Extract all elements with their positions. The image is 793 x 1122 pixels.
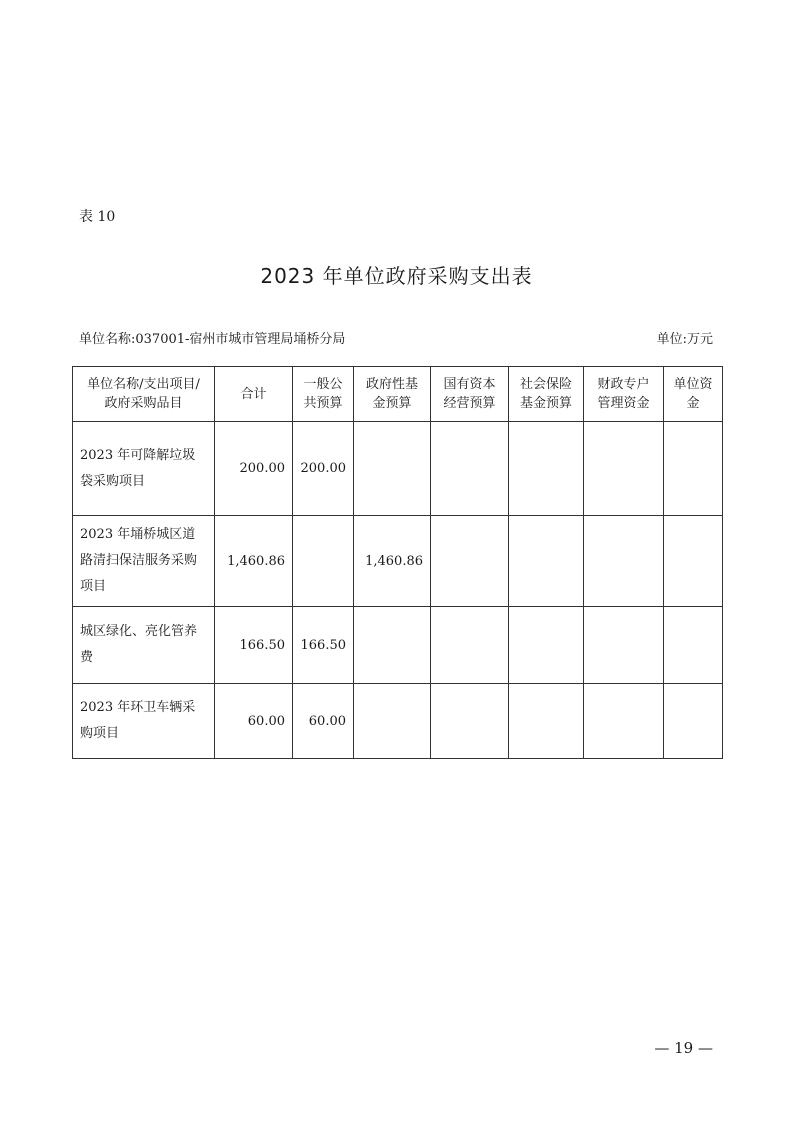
state-capital-cell [431,422,509,516]
state-capital-cell [431,684,509,759]
table-row [73,684,723,759]
unit-fund-cell [664,607,723,684]
social-insurance-cell [509,422,584,516]
unit-fund-cell [664,684,723,759]
col-header-unit-fund: 单位资 金 [664,367,723,422]
item-name: 城区绿化、亮化管养费 [73,607,215,684]
total-cell: 200.00 [215,422,293,516]
unit-fund-cell [664,516,723,607]
unit-fund-cell [664,422,723,516]
special-account-cell [584,684,664,759]
item-name: 2023 年埇桥城区道路清扫保洁服务采购项目 [73,516,215,607]
gov-fund-cell [354,684,431,759]
item-name: 2023 年环卫车辆采购项目 [73,684,215,759]
col-header-state-capital: 国有资本 经营预算 [431,367,509,422]
total-cell: 60.00 [215,684,293,759]
special-account-cell [584,607,664,684]
table-row [73,516,723,607]
total-cell: 166.50 [215,607,293,684]
special-account-cell [584,422,664,516]
special-account-cell [584,516,664,607]
state-capital-cell [431,516,509,607]
page-title: 2023 年单位政府采购支出表 [260,264,533,288]
col-header-gov-fund: 政府性基 金预算 [354,367,431,422]
page-number: — 19 — [654,1039,713,1057]
col-header-name: 单位名称/支出项目/ 政府采购品目 [73,367,215,422]
col-header-special-account: 财政专户 管理资金 [584,367,664,422]
procurement-table [72,366,723,759]
col-header-general-budget: 一般公 共预算 [293,367,354,422]
general-budget-cell [293,516,354,607]
table-header [73,367,723,422]
item-name: 2023 年可降解垃圾袋采购项目 [73,422,215,516]
col-header-total: 合计 [215,367,293,422]
gov-fund-cell [354,607,431,684]
social-insurance-cell [509,516,584,607]
total-cell: 1,460.86 [215,516,293,607]
social-insurance-cell [509,684,584,759]
general-budget-cell: 166.50 [293,607,354,684]
table-row [73,422,723,516]
general-budget-cell: 200.00 [293,422,354,516]
state-capital-cell [431,607,509,684]
col-header-social-insurance: 社会保险 基金预算 [509,367,584,422]
table-row [73,607,723,684]
general-budget-cell: 60.00 [293,684,354,759]
unit-name: 单位名称:037001-宿州市城市管理局埇桥分局 [79,332,346,347]
unit-label: 单位:万元 [656,332,713,347]
table-body [73,422,723,759]
social-insurance-cell [509,607,584,684]
table-number: 表 10 [79,209,116,225]
header-row [73,367,723,422]
gov-fund-cell: 1,460.86 [354,516,431,607]
gov-fund-cell [354,422,431,516]
